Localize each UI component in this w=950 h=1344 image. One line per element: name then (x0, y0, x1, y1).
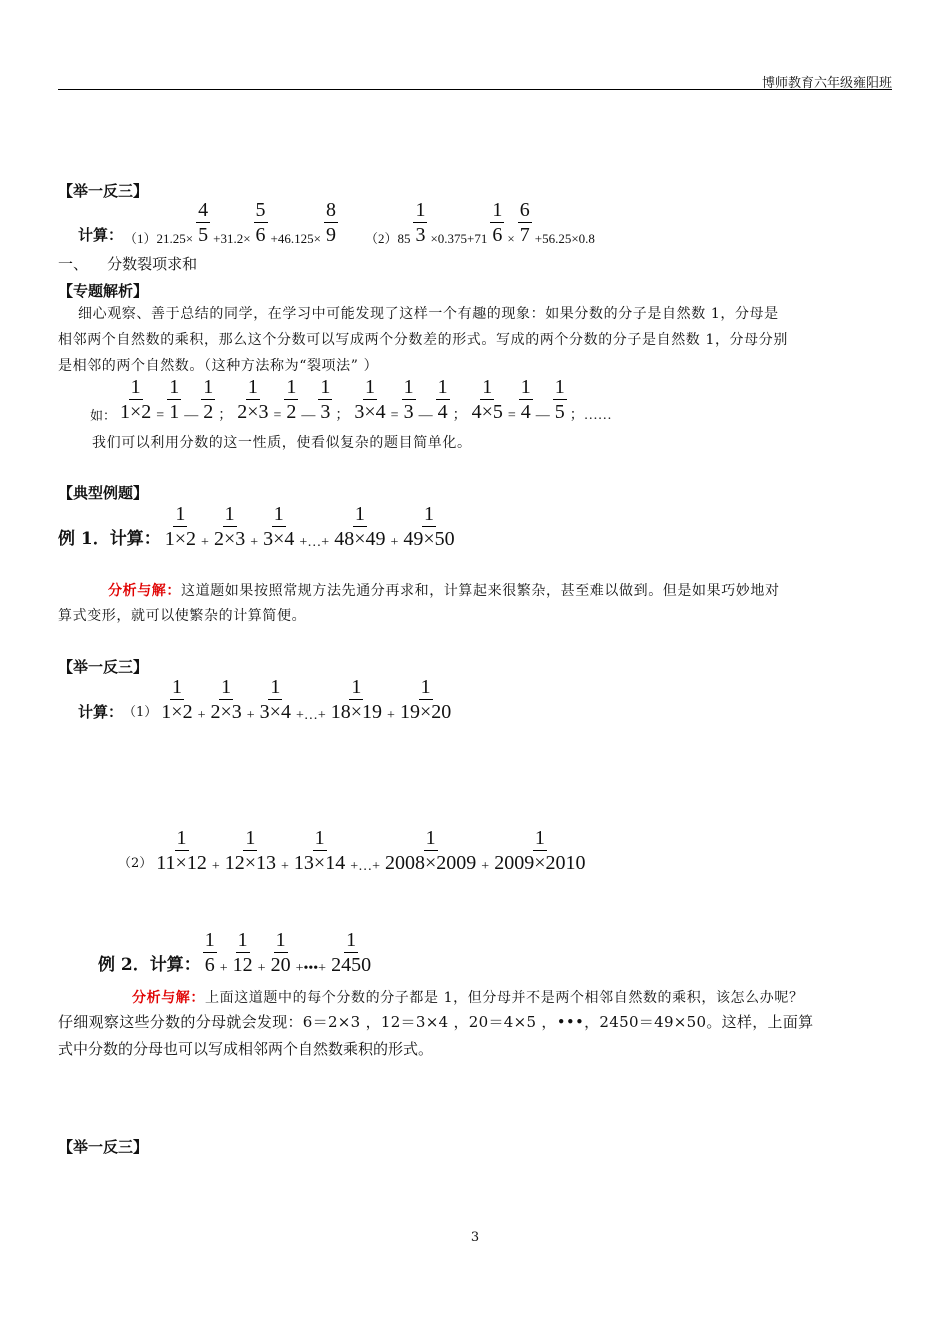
practice-2-question-1 (78, 675, 455, 724)
term: × (507, 231, 515, 246)
term: +31.2× (213, 231, 251, 246)
operator: — (301, 408, 316, 423)
fraction: $\frac{1}{4\times 5}$ (471, 376, 503, 423)
section-title-practice-2: 【举一反三】 (58, 658, 149, 676)
operator: + (219, 961, 228, 976)
operator: ； (218, 408, 233, 423)
example-1-solution-line-1 (108, 580, 780, 602)
page-header: 博师教育六年级雍阳班 (761, 76, 892, 91)
fraction: $\frac{1}{2\times 3}$ (213, 503, 246, 550)
fraction: $\frac{1}{3\times 4}$ (259, 676, 291, 723)
analysis-line-4: 我们可以利用分数的这一性质，使看似复杂的题目简单化。 (92, 435, 472, 451)
fraction: $\frac{1}{3}$ (415, 199, 426, 246)
topic-heading: 一、 分数裂项求和 (58, 255, 198, 273)
solution-text: 这道题如果按照常规方法先通分再求和，计算起来很繁杂，甚至难以做到。但是如果巧妙地对 (181, 583, 780, 599)
question-number: （1） (123, 705, 158, 720)
solution-text: 上面这道题中的每个分数的分子都是 1，但分母并不是两个相邻自然数的乘积，该怎么办呢？ (205, 990, 804, 1006)
operator: = (273, 408, 282, 423)
solution-label: 分析与解： (108, 583, 181, 599)
fraction: $\frac{1}{3\times 4}$ (263, 503, 295, 550)
fraction: $\frac{1}{4}$ (437, 376, 448, 423)
calc-label: 计算： (78, 703, 124, 721)
fraction: $\frac{1}{20}$ (270, 929, 291, 976)
example-2-solution-line-1 (132, 987, 804, 1009)
example-1-expression (58, 502, 459, 551)
operator: + (390, 535, 399, 550)
operator: — (418, 408, 433, 423)
operator: + (197, 708, 206, 723)
fraction: $\frac{1}{2008\times 2009}$ (385, 827, 477, 874)
section-title-analysis: 【专题解析】 (58, 282, 149, 300)
example-2-expression (98, 928, 375, 977)
operator: +•••+ (295, 961, 327, 976)
fraction: $\frac{1}{1}$ (169, 376, 180, 423)
term: （2）85 (364, 231, 411, 246)
fraction: $\frac{1}{11\times 12}$ (156, 827, 207, 874)
question-number: （2） (118, 856, 153, 871)
fraction: $\frac{1}{5}$ (554, 376, 565, 423)
fraction: $\frac{1}{12}$ (232, 929, 253, 976)
section-title-practice-3: 【举一反三】 (58, 1138, 149, 1156)
page-number: 3 (470, 1230, 480, 1245)
fraction: $\frac{4}{5}$ (198, 199, 209, 246)
fraction: $\frac{6}{7}$ (519, 199, 530, 246)
practice-2-question-2 (118, 826, 589, 875)
fraction: $\frac{1}{1\times 2}$ (164, 503, 197, 550)
fraction: $\frac{1}{12\times 13}$ (224, 827, 277, 874)
operator: + (481, 859, 490, 874)
fraction: $\frac{1}{13\times 14}$ (293, 827, 346, 874)
operator: — (184, 408, 199, 423)
operator: +…+ (295, 708, 326, 723)
operator: +…+ (350, 859, 380, 874)
operator: + (257, 961, 266, 976)
operator: = (156, 408, 165, 423)
fraction: $\frac{1}{19\times 20}$ (399, 676, 452, 723)
example-2-solution-line-3: 式中分数的分母也可以写成相邻两个自然数乘积的形式。 (58, 1040, 434, 1058)
split-examples (90, 375, 613, 424)
fraction: $\frac{1}{3}$ (320, 376, 331, 423)
fraction: $\frac{1}{18\times 19}$ (330, 676, 383, 723)
header-rule (58, 89, 892, 90)
operator: = (507, 408, 516, 423)
operator: + (250, 535, 259, 550)
operator: + (246, 708, 255, 723)
example-1-solution-line-2: 算式变形，就可以使繁杂的计算简便。 (58, 608, 307, 624)
example-prefix: 如： (90, 409, 117, 424)
fraction: $\frac{5}{6}$ (255, 199, 266, 246)
fraction: $\frac{1}{3}$ (403, 376, 414, 423)
fraction: $\frac{1}{6}$ (492, 199, 503, 246)
operator: = (390, 408, 399, 423)
operator: + (387, 708, 395, 723)
operator: ；…… (569, 408, 612, 423)
analysis-line-1: 细心观察、善于总结的同学，在学习中可能发现了这样一个有趣的现象：如果分数的分子是自然数 1，分母是 (78, 306, 779, 322)
term: +46.125× (270, 231, 321, 246)
example-2-solution-line-2: 仔细观察这些分数的分母就会发现：6＝2×3 ，12＝3×4 ，20＝4×5 ，•••，2450＝49×50。这样，上面算 (58, 1013, 814, 1031)
fraction: $\frac{1}{2\times 3}$ (237, 376, 269, 423)
term: +56.25×0.8 (534, 231, 595, 246)
fraction: $\frac{8}{9}$ (325, 199, 336, 246)
analysis-line-3: 是相邻的两个自然数。（这种方法称为“裂项法” ） (58, 358, 379, 374)
solution-label: 分析与解： (132, 990, 205, 1006)
section-title-examples: 【典型例题】 (58, 484, 149, 502)
section-title-practice-1: 【举一反三】 (58, 182, 149, 200)
fraction: $\frac{1}{2\times 3}$ (210, 676, 242, 723)
operator: + (281, 859, 289, 874)
calc-label: 计算： (78, 226, 124, 244)
operator: — (535, 408, 550, 423)
example-1-label: 例 1．计算： (58, 529, 161, 549)
example-2-label: 例 2．计算： (98, 955, 201, 975)
fraction: $\frac{1}{1\times 2}$ (120, 376, 152, 423)
operator: + (211, 859, 220, 874)
term: （1）21.25× (124, 231, 194, 246)
operator: ； (452, 408, 467, 423)
practice-1-expression (78, 198, 596, 247)
operator: +…+ (299, 535, 330, 550)
analysis-line-2: 相邻两个自然数的乘积，那么这个分数可以写成两个分数差的形式。写成的两个分数的分子是自然数 1，分母分别 (58, 332, 788, 348)
fraction: $\frac{1}{1\times 2}$ (161, 676, 193, 723)
fraction: $\frac{1}{2009\times 2010}$ (494, 827, 586, 874)
fraction: $\frac{1}{4}$ (520, 376, 531, 423)
fraction: $\frac{1}{48\times 49}$ (334, 503, 386, 550)
operator: + (201, 535, 209, 550)
fraction: $\frac{1}{2}$ (286, 376, 297, 423)
term: ×0.375+71 (430, 231, 488, 246)
fraction: $\frac{1}{2450}$ (331, 929, 372, 976)
operator: ； (335, 408, 350, 423)
fraction: $\frac{1}{2}$ (203, 376, 214, 423)
fraction: $\frac{1}{49\times 50}$ (403, 503, 455, 550)
fraction: $\frac{1}{6}$ (204, 929, 215, 976)
fraction: $\frac{1}{3\times 4}$ (354, 376, 386, 423)
